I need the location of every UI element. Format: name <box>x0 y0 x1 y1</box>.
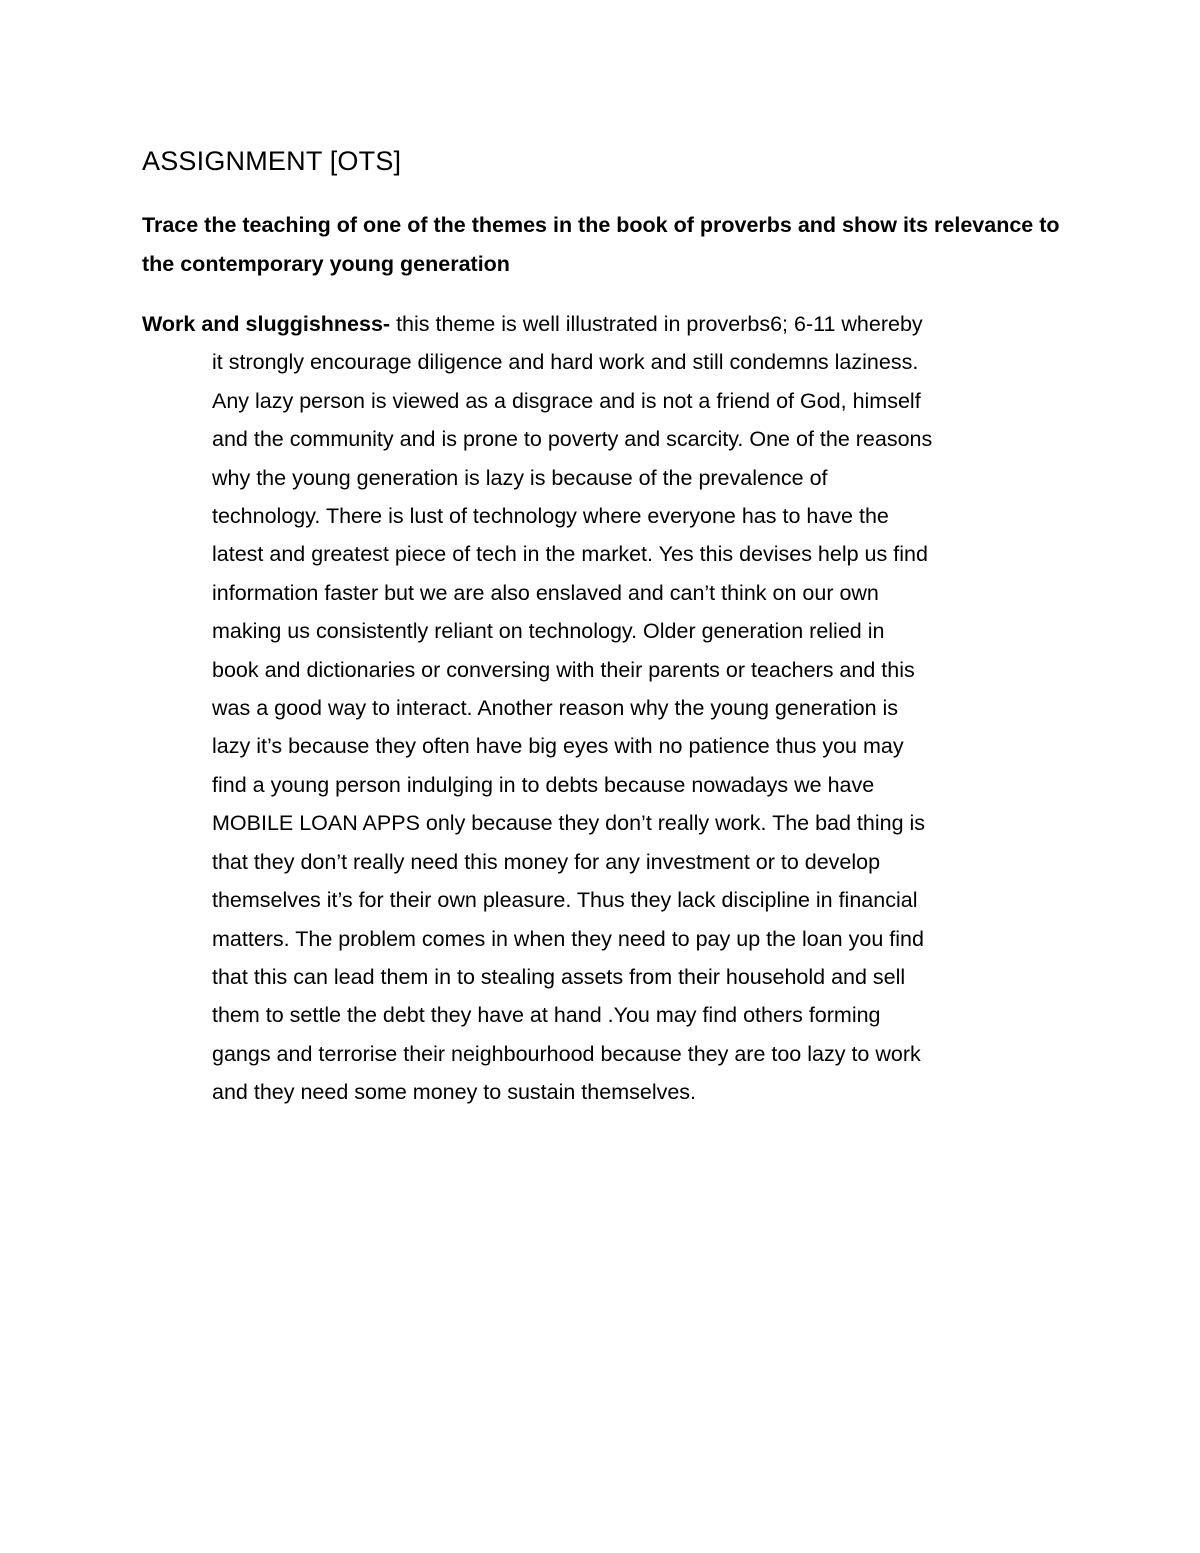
answer-line: and the community and is prone to poverty and scarcity. One of the reasons <box>212 427 933 452</box>
answer-line: themselves it’s for their own pleasure. Thus they lack discipline in financial <box>212 888 918 913</box>
answer-line: why the young generation is lazy is because of the prevalence of <box>212 465 828 490</box>
answer-body <box>142 305 932 1112</box>
document-title: ASSIGNMENT [OTS] <box>142 146 402 176</box>
answer-line: book and dictionaries or conversing with their parents or teachers and this <box>212 657 915 682</box>
answer-line: information faster but we are also enslaved and can’t think on our own <box>212 580 879 605</box>
answer-line: lazy it’s because they often have big eyes with no patience thus you may <box>212 734 904 759</box>
answer-line: was a good way to interact. Another reason why the young generation is <box>212 696 899 721</box>
assignment-question: Trace the teaching of one of the themes in the book of proverbs and show its relevance to the contemporary young generation <box>142 213 1060 276</box>
answer-line: and they need some money to sustain themselves. <box>212 1080 697 1105</box>
answer-line-text: this theme is well illustrated in proverbs6; 6-11 whereby <box>390 312 923 336</box>
answer-line: making us consistently reliant on technology. Older generation relied in <box>212 619 885 644</box>
answer-line: MOBILE LOAN APPS only because they don’t really work. The bad thing is <box>212 811 926 836</box>
answer-line: them to settle the debt they have at hand .You may find others forming <box>212 1003 881 1028</box>
answer-line: gangs and terrorise their neighbourhood because they are too lazy to work <box>212 1041 921 1066</box>
answer-line: that this can lead them in to stealing assets from their household and sell <box>212 964 906 989</box>
answer-line: it strongly encourage diligence and hard work and still condemns laziness. <box>212 350 919 375</box>
answer-line: that they don’t really need this money for any investment or to develop <box>212 849 881 874</box>
answer-line: latest and greatest piece of tech in the market. Yes this devises help us find <box>212 542 928 567</box>
answer-line: Any lazy person is viewed as a disgrace and is not a friend of God, himself <box>212 388 921 413</box>
answer-line <box>142 305 932 343</box>
answer-line: matters. The problem comes in when they need to pay up the loan you find <box>212 926 924 951</box>
answer-heading: Work and sluggishness- <box>142 312 391 336</box>
answer-line: technology. There is lust of technology where everyone has to have the <box>212 504 889 529</box>
answer-line: find a young person indulging in to debts because nowadays we have <box>212 772 875 797</box>
